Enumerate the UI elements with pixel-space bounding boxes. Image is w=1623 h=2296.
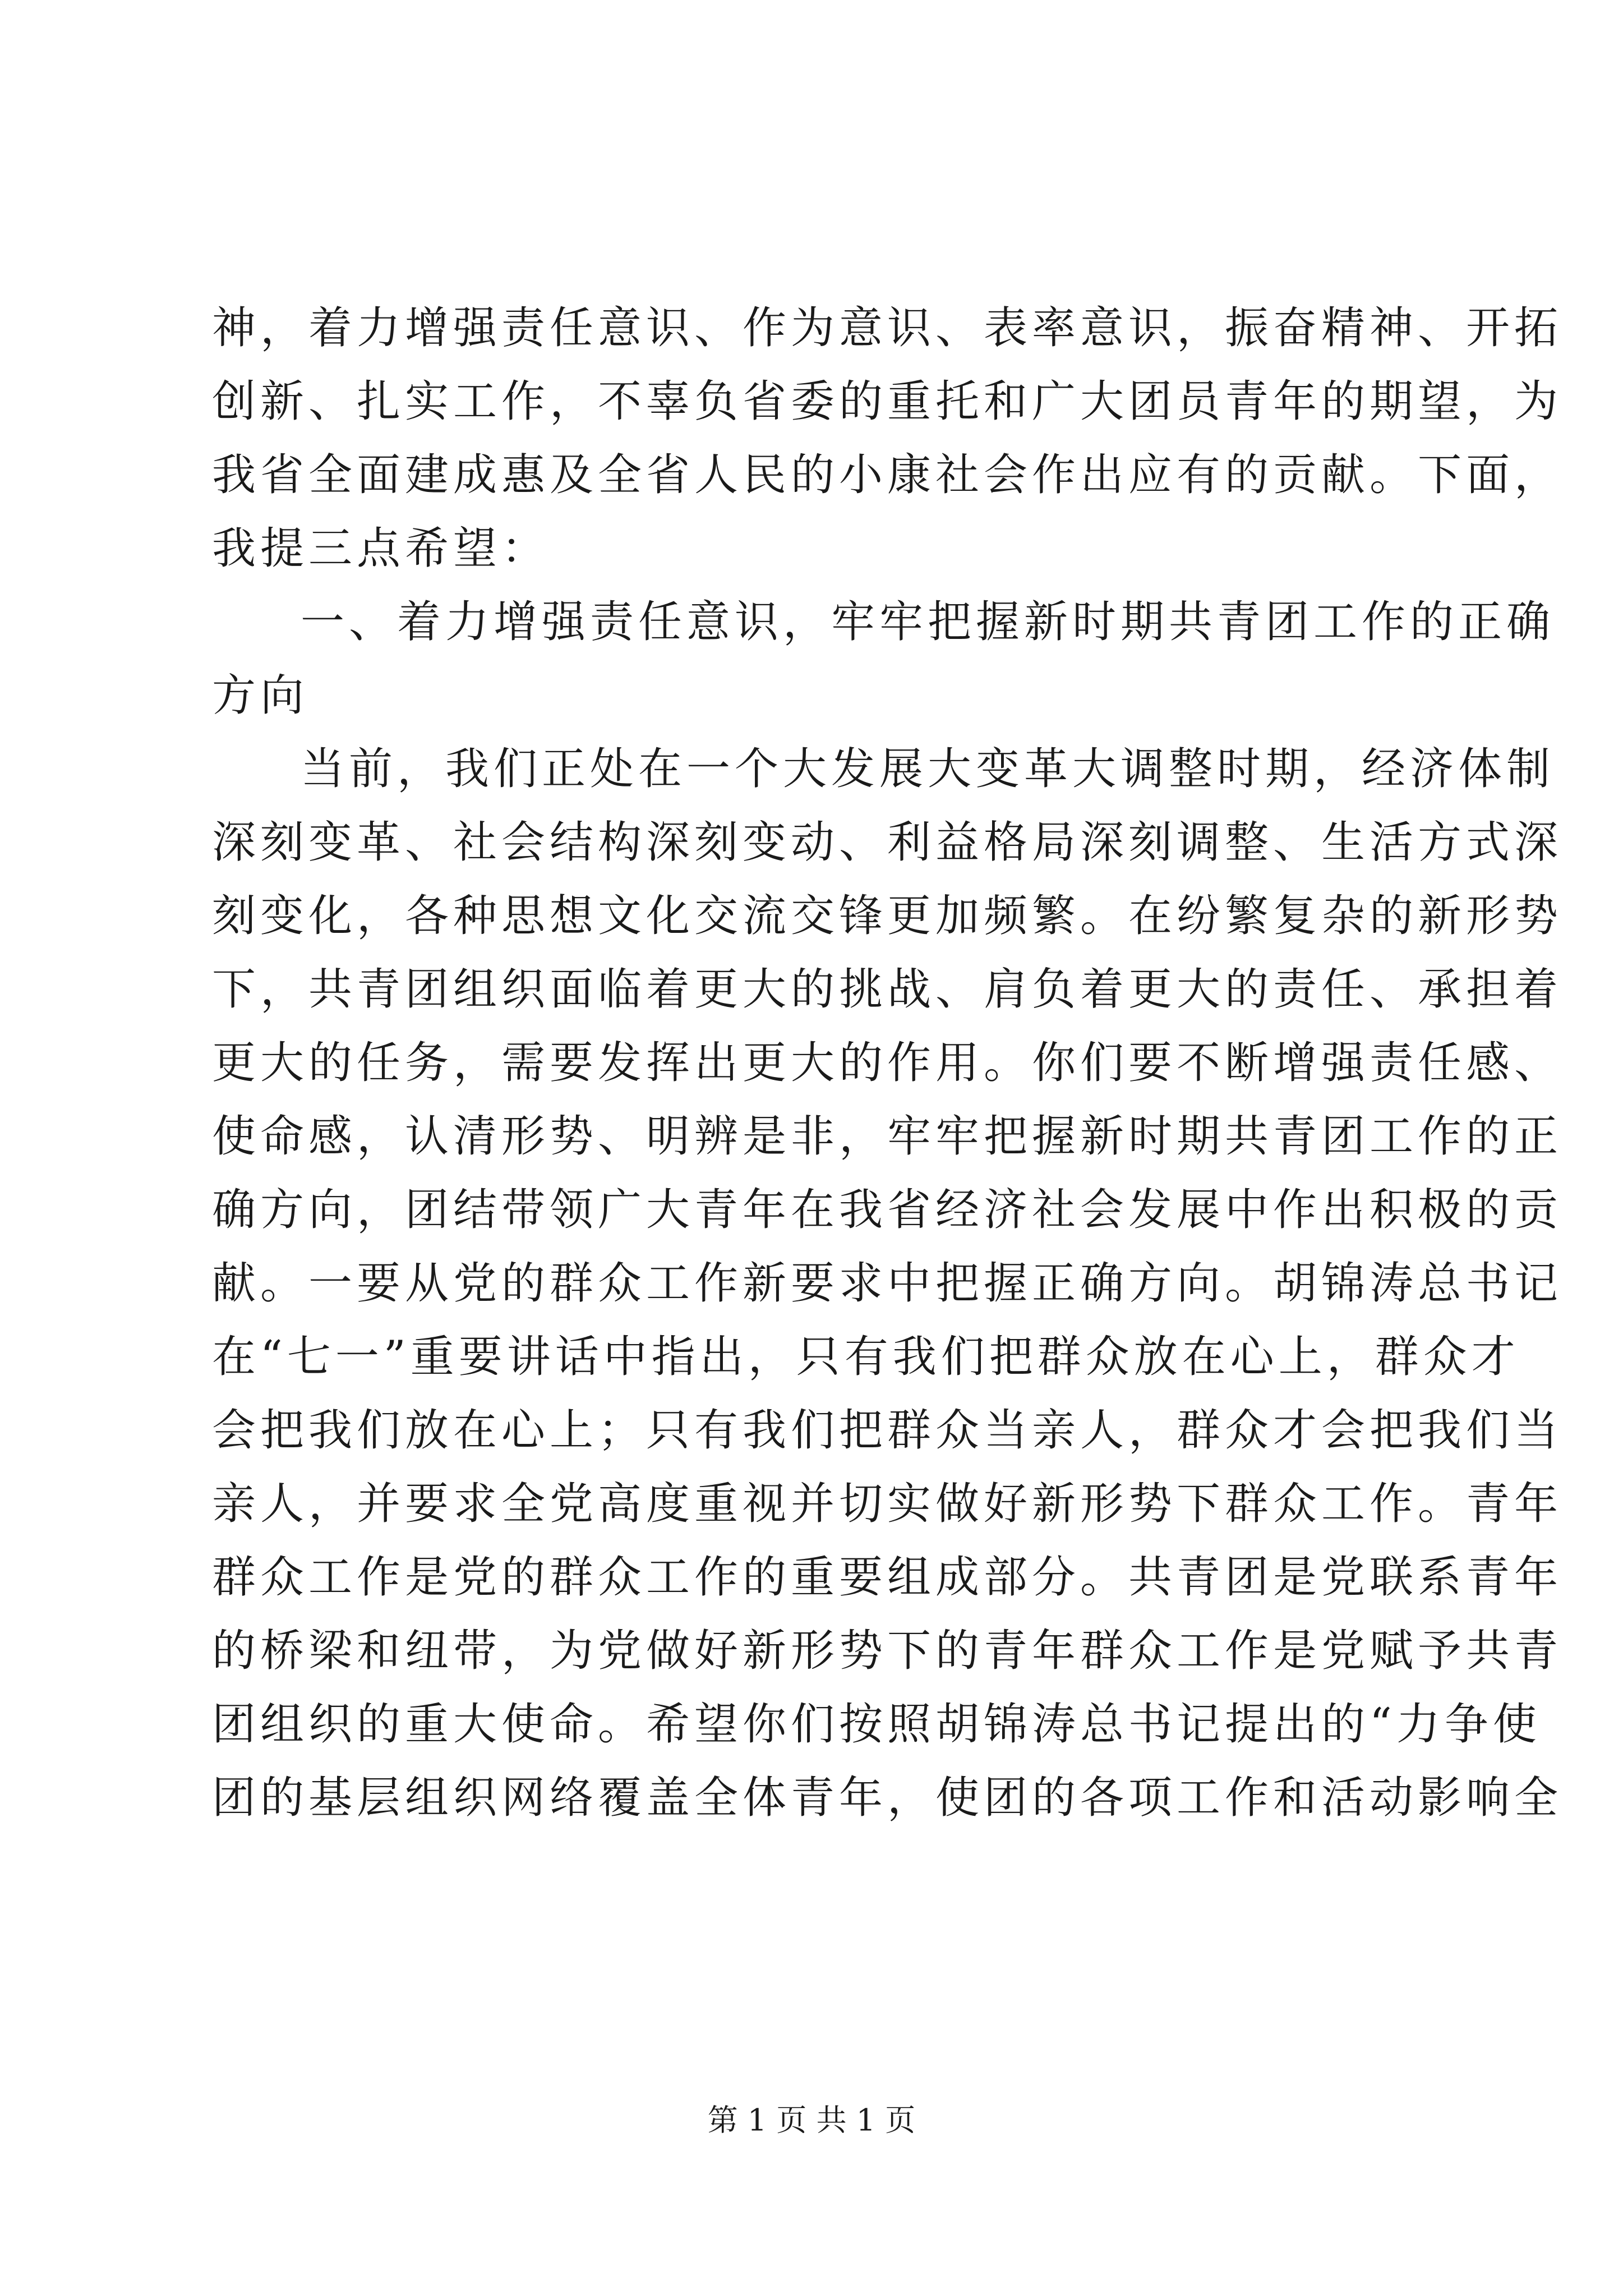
text-line: 下，共青团组织面临着更大的挑战、肩负着更大的责任、承担着 (212, 964, 1563, 1015)
text-line: 一、着力增强责任意识，牢牢把握新时期共青团工作的正确 (301, 597, 1555, 647)
text-line: 深刻变革、社会结构深刻变动、利益格局深刻调整、生活方式深 (212, 817, 1563, 868)
page-footer: 第 1 页 共 1 页 (707, 2102, 916, 2138)
text-line: 我省全面建成惠及全省人民的小康社会作出应有的贡献。下面， (212, 450, 1563, 500)
text-line: 群众工作是党的群众工作的重要组成部分。共青团是党联系青年 (212, 1552, 1563, 1603)
text-line: 使命感，认清形势、明辨是非，牢牢把握新时期共青团工作的正 (212, 1111, 1563, 1162)
text-line: 创新、扎实工作，不辜负省委的重托和广大团员青年的期望，为 (212, 376, 1563, 427)
text-line: 我提三点希望： (212, 523, 550, 574)
text-line: 神，着力增强责任意识、作为意识、表率意识，振奋精神、开拓 (212, 303, 1563, 353)
document-body (212, 292, 1563, 1835)
text-line: 团组织的重大使命。希望你们按照胡锦涛总书记提出的“力争使 (212, 1699, 1541, 1750)
text-line: 团的基层组织网络覆盖全体青年，使团的各项工作和活动影响全 (212, 1773, 1563, 1823)
text-line: 刻变化，各种思想文化交流交锋更加频繁。在纷繁复杂的新形势 (212, 891, 1563, 941)
text-line: 更大的任务，需要发挥出更大的作用。你们要不断增强责任感、 (212, 1038, 1563, 1088)
text-line: 确方向，团结带领广大青年在我省经济社会发展中作出积极的贡 (212, 1185, 1563, 1235)
text-line: 当前，我们正处在一个大发展大变革大调整时期，经济体制 (301, 744, 1555, 794)
text-line: 方向 (212, 670, 309, 721)
text-line: 亲人，并要求全党高度重视并切实做好新形势下群众工作。青年 (212, 1479, 1563, 1529)
text-line: 会把我们放在心上；只有我们把群众当亲人，群众才会把我们当 (212, 1405, 1563, 1456)
text-line: 的桥梁和纽带，为党做好新形势下的青年群众工作是党赋予共青 (212, 1626, 1563, 1676)
text-line: 献。一要从党的群众工作新要求中把握正确方向。胡锦涛总书记 (212, 1258, 1563, 1309)
text-line: 在“七一”重要讲话中指出，只有我们把群众放在心上，群众才 (212, 1332, 1520, 1382)
